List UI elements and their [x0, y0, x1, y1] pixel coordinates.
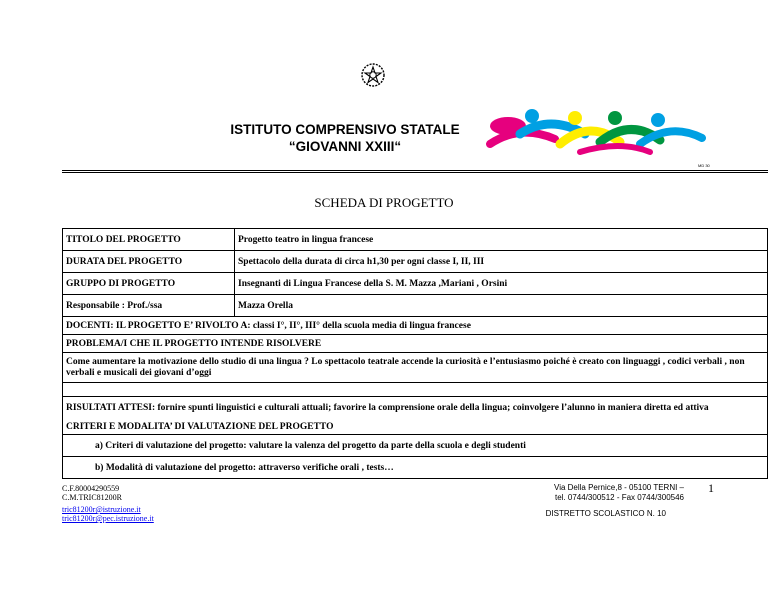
row-value: Mazza Orella [235, 295, 768, 317]
header-divider [62, 170, 768, 171]
footer-cm: C.M.TRIC81200R [62, 493, 123, 502]
criteri-b: b) Modalità di valutazione del progetto: attraverso verifiche orali , tests… [63, 457, 768, 479]
row-label: TITOLO DEL PROGETTO [63, 229, 235, 251]
table-row [63, 273, 768, 295]
problema-label: PROBLEMA/I CHE IL PROGETTO INTENDE RISOLVERE [63, 335, 768, 353]
row-value: Insegnanti di Lingua Francese della S. M. Mazza ,Mariani , Orsini [235, 273, 768, 295]
header-divider-2 [62, 172, 768, 173]
table-row [63, 317, 768, 335]
table-row [63, 251, 768, 273]
project-form-table [62, 228, 768, 479]
docenti-text: DOCENTI: IL PROGETTO E’ RIVOLTO A: classi I°, II°, III° della scuola media di lingua francese [63, 317, 768, 335]
table-row [63, 397, 768, 421]
footer-pec-link[interactable]: tric81200r@pec.istruzione.it [62, 514, 154, 523]
row-label: DURATA DEL PROGETTO [63, 251, 235, 273]
table-row [63, 295, 768, 317]
problema-text: Come aumentare la motivazione dello studio di una lingua ? Lo spettacolo teatrale accende la curiosità e l’entusiasmo poiché è creato con linguaggi , codici verbali , non verbali e musicali dei giovani d’oggi [63, 353, 768, 383]
table-row [63, 353, 768, 383]
risultati-text: RISULTATI ATTESI: fornire spunti linguistici e culturali attuali; favorire la comprensione orale della lingua; coinvolgere l’alunno in maniera diretta ed attiva [63, 397, 768, 421]
republic-emblem-icon [360, 62, 386, 88]
criteri-a: a) Criteri di valutazione del progetto: valutare la valenza del progetto da parte della scuola e degli studenti [63, 435, 768, 457]
table-row [63, 421, 768, 435]
footer-cf: C.F.80004290559 [62, 484, 120, 493]
table-row [63, 457, 768, 479]
school-logo-icon [480, 104, 710, 174]
page-number: 1 [708, 481, 714, 495]
row-label: Responsabile : Prof./ssa [63, 295, 235, 317]
page-title: SCHEDA DI PROGETTO [314, 195, 454, 210]
footer-email-link[interactable]: tric81200r@istruzione.it [62, 505, 141, 514]
footer-district: DISTRETTO SCOLASTICO N. 10 [545, 509, 666, 518]
row-value: Spettacolo della durata di circa h1,30 per ogni classe I, II, III [235, 251, 768, 273]
table-row [63, 335, 768, 353]
spacer-cell [63, 383, 768, 397]
school-name-line1: ISTITUTO COMPRENSIVO STATALE [230, 122, 460, 137]
table-row [63, 435, 768, 457]
footer-phone: tel. 0744/300512 - Fax 0744/300546 [555, 493, 684, 502]
table-row [63, 383, 768, 397]
school-name-line2: “GIOVANNI XXIII“ [288, 139, 402, 154]
criteri-label: CRITERI E MODALITA’ DI VALUTAZIONE DEL PROGETTO [63, 421, 768, 435]
footer-divider [62, 478, 716, 479]
table-row [63, 229, 768, 251]
footer-address: Via Della Pernice,8 - 05100 TERNI – [554, 483, 684, 492]
row-label: GRUPPO DI PROGETTO [63, 273, 235, 295]
doc-code: MD 30 [698, 163, 710, 168]
row-value: Progetto teatro in lingua francese [235, 229, 768, 251]
